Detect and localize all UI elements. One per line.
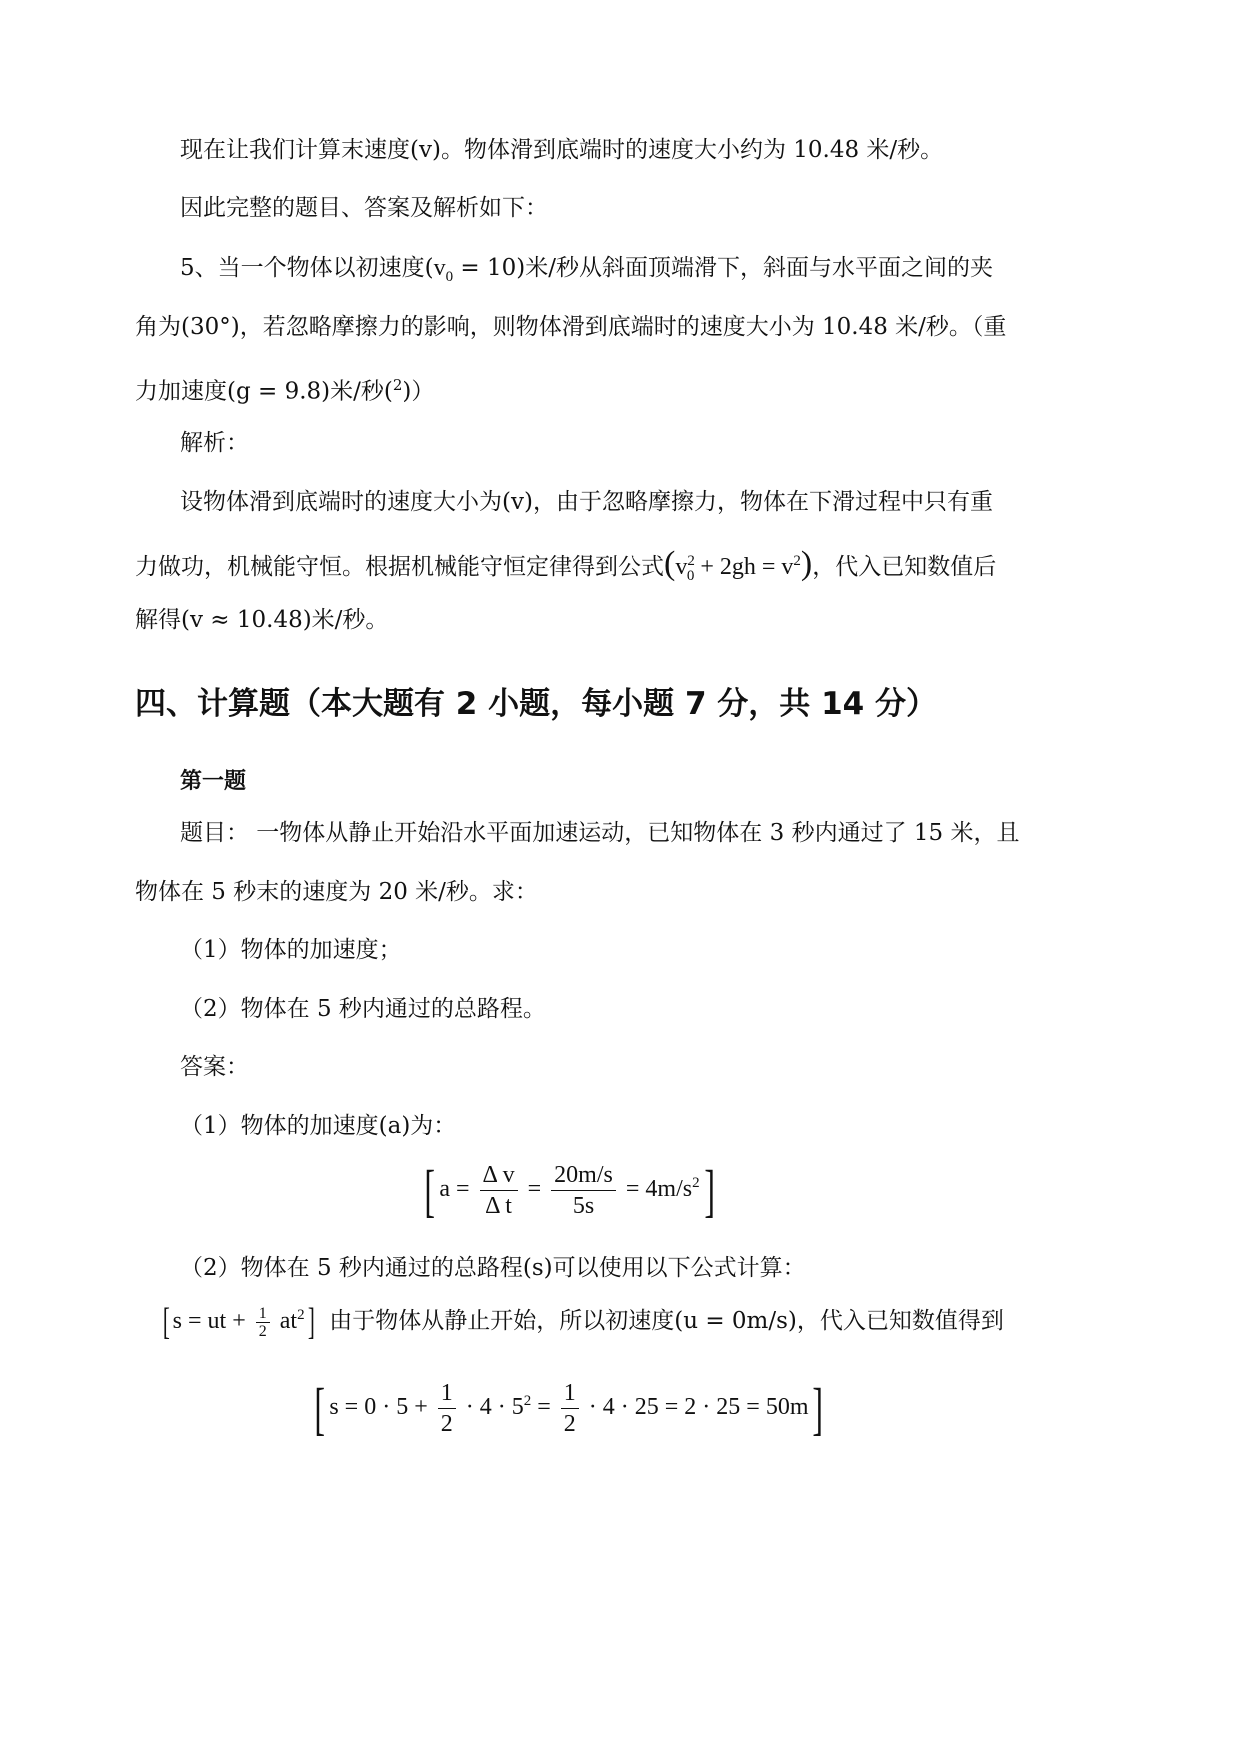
question1-line1: 题目： 一物体从静止开始沿水平面加速运动，已知物体在 3 秒内通过了 15 米，且 [180,820,1020,846]
analysis-line2: 力做功，机械能守恒。根据机械能守恒定律得到公式$(v^2_0 + 2gh = v^2)$，代入已知数值后 [135,545,997,584]
section-heading: 四、计算题（本大题有 2 小题，每小题 7 分，共 14 分） [135,686,938,722]
energy-formula: $(v^2_0 + 2gh = v^2)$ [664,545,813,584]
answer-part2: （2）物体在 5 秒内通过的总路程(s)可以使用以下公式计算： [180,1255,806,1281]
question-heading: 第一题 [180,769,247,794]
analysis-line1: 设物体滑到底端时的速度大小为(v)，由于忽略摩擦力，物体在下滑过程中只有重 [180,489,993,515]
paragraph-question5-line1: 5、当一个物体以初速度$(v_0 = 10)$米/秒从斜面顶端滑下，斜面与水平面之间的夹 [180,255,993,285]
distance-formula-line: [ s = ut + $\frac{1}{2}$ $at^2$] 由于物体从静止开始，所以初速度(u = 0m/s)，代入已知数值得到 [162,1301,1004,1344]
answer-part1: （1）物体的加速度(a)为： [180,1113,457,1139]
paragraph-question5-line2: 角为(30°)，若忽略摩擦力的影响，则物体滑到底端时的速度大小为 10.48 米/秒。（重 [135,314,1007,340]
analysis-line3: 解得(v ≈ 10.48)米/秒。 [135,607,389,633]
paragraph-final-velocity: 现在让我们计算末速度(v)。物体滑到底端时的速度大小约为 10.48 米/秒。 [180,137,944,163]
question1-part2: （2）物体在 5 秒内通过的总路程。 [180,996,546,1022]
paragraph-intro: 因此完整的题目、答案及解析如下： [180,195,548,221]
distance-calculation-equation: [ s = 0 · 5 + $\frac{1}{2}$ · $4 \cdot 5^2$ = $\frac{1}{2}$ · 4 · 25 = 2 · 25 = 50m] [314,1375,824,1441]
paragraph-question5-line3: 力加速度(g = 9.8)米/秒($^2$)） [135,376,435,405]
question1-line2: 物体在 5 秒末的速度为 20 米/秒。求： [135,879,538,905]
acceleration-equation: [ a = $\frac{\text{Δ v}}{\text{Δ t}}$ = $\frac{20m/s}{5s}$ = $4m/s^2$] [424,1157,715,1223]
answer-label: 答案： [180,1054,249,1080]
question1-part1: （1）物体的加速度； [180,937,402,963]
analysis-label: 解析： [180,430,249,456]
